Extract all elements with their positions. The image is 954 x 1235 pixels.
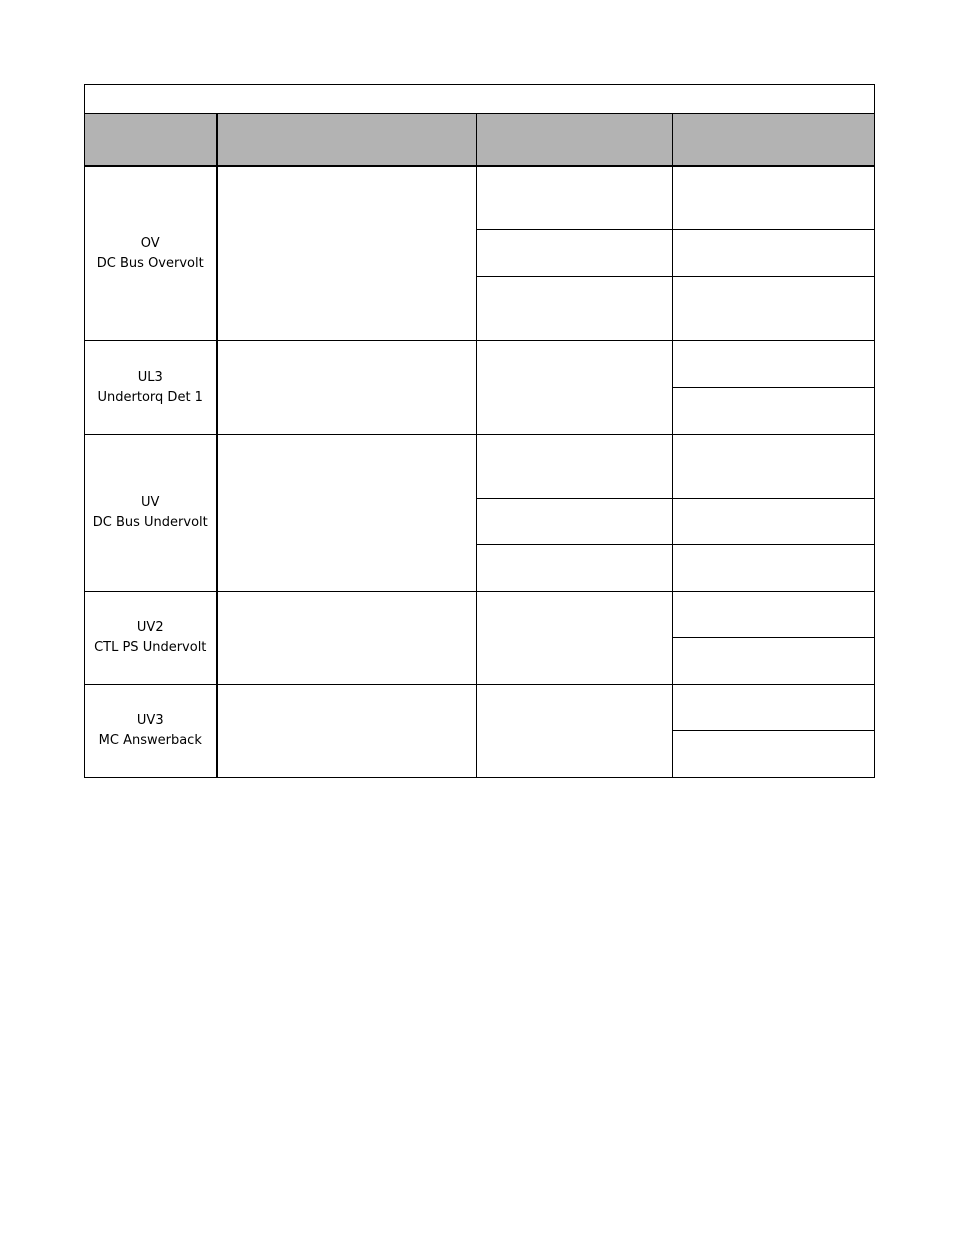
table-title-row: [85, 85, 875, 114]
fault-action-cell: [673, 277, 875, 341]
header-cell-code: [85, 114, 217, 167]
fault-cause-cell: [477, 277, 673, 341]
fault-code: UL3: [137, 369, 163, 385]
fault-code: UV2: [136, 620, 164, 635]
fault-cause-cell: [477, 685, 673, 778]
fault-description-cell: [217, 341, 477, 435]
fault-code-cell: [85, 435, 217, 592]
fault-action-cell: [673, 545, 875, 592]
table-row: [85, 592, 875, 638]
fault-cause-cell: [477, 341, 673, 435]
table-row: [85, 166, 875, 230]
table-row: [85, 685, 875, 731]
fault-description-cell: [217, 435, 477, 592]
fault-action-cell: [673, 341, 875, 388]
fault-name: DC Bus Overvolt: [96, 255, 204, 271]
fault-action-cell: [673, 592, 875, 638]
fault-action-cell: [673, 638, 875, 685]
fault-code: OV: [140, 235, 160, 251]
fault-description-cell: [217, 166, 477, 341]
fault-name: Undertorq Det 1: [97, 389, 203, 405]
fault-cause-cell: [477, 230, 673, 277]
fault-action-cell: [673, 388, 875, 435]
fault-name: DC Bus Undervolt: [92, 515, 208, 530]
fault-code-cell: [85, 166, 217, 341]
table-row: [85, 341, 875, 388]
header-cell-action: [673, 114, 875, 167]
fault-code-cell: [85, 341, 217, 435]
fault-action-cell: [673, 499, 875, 545]
table-title-cell: [85, 85, 875, 114]
fault-cause-cell: [477, 592, 673, 685]
fault-cause-cell: [477, 499, 673, 545]
fault-action-cell: [673, 435, 875, 499]
fault-action-cell: [673, 731, 875, 778]
table-row: [85, 435, 875, 499]
fault-action-cell: [673, 685, 875, 731]
fault-cause-cell: [477, 435, 673, 499]
fault-table: [84, 84, 875, 778]
fault-action-cell: [673, 166, 875, 230]
fault-description-cell: [217, 685, 477, 778]
table-header-row: [85, 114, 875, 167]
fault-name: MC Answerback: [98, 733, 202, 748]
fault-description-cell: [217, 592, 477, 685]
header-cell-cause: [477, 114, 673, 167]
fault-code-cell: [85, 685, 217, 778]
fault-name: CTL PS Undervolt: [94, 640, 207, 655]
fault-code-cell: [85, 592, 217, 685]
fault-code: UV3: [136, 713, 164, 728]
fault-cause-cell: [477, 545, 673, 592]
fault-action-cell: [673, 230, 875, 277]
header-cell-description: [217, 114, 477, 167]
fault-code: UV: [141, 495, 160, 510]
fault-cause-cell: [477, 166, 673, 230]
